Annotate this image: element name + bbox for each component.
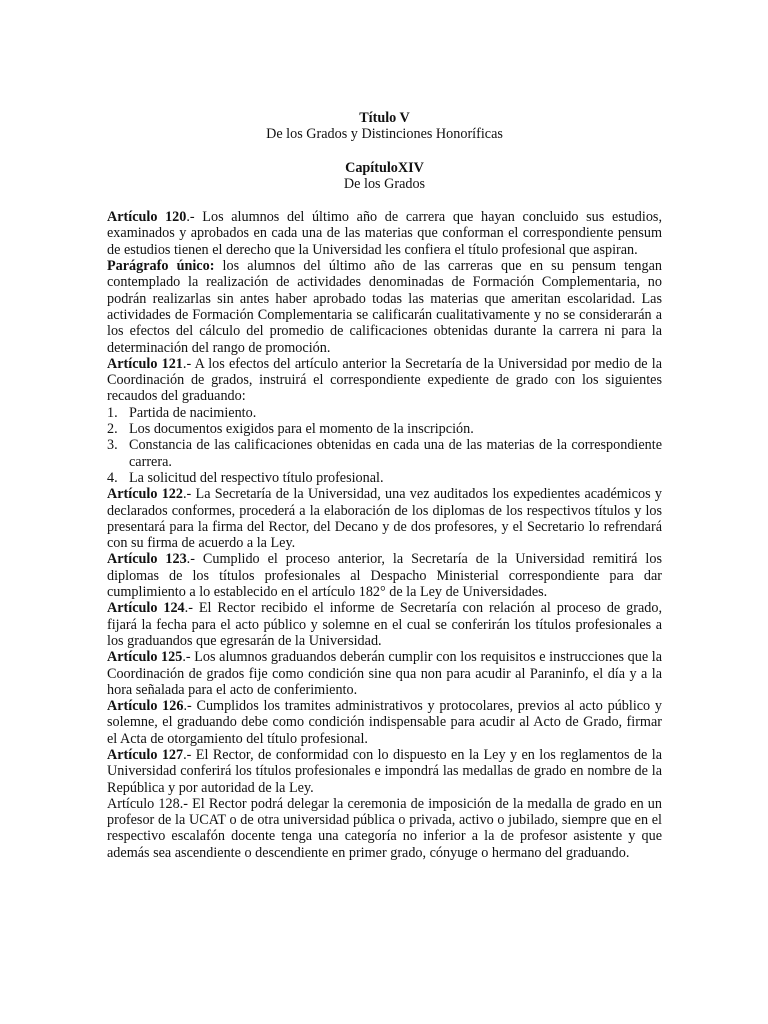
article-128: Artículo 128.- El Rector podrá delegar la ceremonia de imposición de la medalla de grado en un profesor de la UCAT o de otra universidad pública o privada, activo o jubilado, siempre que en el respectivo escalafón docente tenga una categoría no inferior a la de profesor asistente y que además sea ascendiente o descendiente en primer grado, cónyuge o hermano del graduando. xyxy=(107,795,662,861)
article-127 xyxy=(107,747,662,796)
document-page xyxy=(107,110,662,861)
article-120 xyxy=(107,209,662,258)
article-125-label: Artículo 125 xyxy=(107,649,183,666)
list-item xyxy=(107,470,662,486)
article-120-label: Artículo 120 xyxy=(107,209,187,226)
list-item-number: 1. xyxy=(107,404,118,421)
title-name: De los Grados y Distinciones Honoríficas xyxy=(266,126,503,143)
article-121-label: Artículo 121 xyxy=(107,355,183,372)
article-122-label: Artículo 122 xyxy=(107,486,183,503)
article-123-text: .- Cumplido el proceso anterior, la Secretaría de la Universidad remitirá los diplomas de los títulos profesionales al Despacho Ministerial correspondiente para dar cumplimiento a lo establecido en el artículo 182° de la Ley de Universidades. xyxy=(107,551,662,601)
chapter-number: CapítuloXIV xyxy=(345,159,424,176)
article-121-text: .- A los efectos del artículo anterior la Secretaría de la Universidad por medio de la Coordinación de grados, instruirá el correspondiente expediente de grado con los siguientes recaudos del graduando: xyxy=(107,355,662,405)
article-123-label: Artículo 123 xyxy=(107,551,187,568)
article-127-label: Artículo 127 xyxy=(107,746,184,763)
article-127-text: .- El Rector, de conformidad con lo dispuesto en la Ley y en los reglamentos de la Universidad conferirá los títulos profesionales e impondrá las medallas de grado en nombre de la República y por autoridad de la Ley. xyxy=(107,746,662,796)
article-125-text: .- Los alumnos graduandos deberán cumplir con los requisitos e instrucciones que la Coordinación de grados fije como condición sine qua non para acudir al Paraninfo, el día y a la hora señalada para el acto de conferimiento. xyxy=(107,649,662,698)
article-122 xyxy=(107,486,662,551)
article-124-text: .- El Rector recibido el informe de Secretaría con relación al proceso de grado, fijará la fecha para el acto público y solemne en el cual se conferirán los títulos profesionales a los graduandos que egresarán de la Universidad. xyxy=(107,600,663,649)
requirements-list xyxy=(107,405,662,486)
article-124 xyxy=(107,600,662,649)
spacer xyxy=(107,143,662,160)
list-item xyxy=(107,421,662,437)
list-item xyxy=(107,405,662,421)
list-item-text: Constancia de las calificaciones obtenidas en cada una de las materias de la correspondiente carrera. xyxy=(129,437,662,470)
article-126-text: .- Cumplidos los tramites administrativos y protocolares, previos al acto público y solemne, el graduando debe como condición indispensable para acudir al Acto de Grado, firmar el Acta de otorgamiento del título profesional. xyxy=(107,698,662,747)
article-120-text: .- Los alumnos del último año de carrera que hayan concluido sus estudios, examinados y aprobados en cada una de las materias que conforman el correspondiente pensum de estudios tienen el derecho que la Universidad les confiera el título profesional que aspiran. xyxy=(107,209,662,258)
list-item-number: 3. xyxy=(107,437,118,454)
list-item-text: Partida de nacimiento. xyxy=(129,404,257,421)
article-126 xyxy=(107,698,662,747)
paragrafo-unico-text: los alumnos del último año de las carreras que en su pensum tengan contemplado la realización de actividades denominadas de Formación Complementaria, no podrán realizarlas sin antes haber aprobado todas las materias que ameritan escolaridad. Las actividades de Formación Complementaria se calificarán cualitativamente y no se considerarán a los efectos del cálculo del promedio de calificaciones obtenidas durante la carrera ni para la determinación del rango de promoción. xyxy=(107,258,662,356)
article-123 xyxy=(107,551,662,600)
article-125 xyxy=(107,649,662,698)
title-number: Título V xyxy=(359,110,410,126)
list-item-number: 4. xyxy=(107,469,118,486)
list-item-number: 2. xyxy=(107,421,118,438)
chapter-name: De los Grados xyxy=(343,175,426,192)
paragrafo-unico xyxy=(107,258,662,356)
article-124-label: Artículo 124 xyxy=(107,600,185,617)
list-item-text: Los documentos exigidos para el momento de la inscripción. xyxy=(129,421,474,438)
article-122-text: .- La Secretaría de la Universidad, una vez auditados los expedientes académicos y declarados conformes, procederá a la elaboración de los diplomas de los respectivos títulos y los presentará para la firma del Rector, del Decano y de dos profesores, y el Secretario lo refrendará con su firma de acuerdo a la Ley. xyxy=(107,486,662,552)
list-item-text: La solicitud del respectivo título profesional. xyxy=(129,469,384,486)
article-126-label: Artículo 126 xyxy=(107,698,184,715)
article-121 xyxy=(107,356,662,405)
spacer xyxy=(107,192,662,209)
paragrafo-unico-label: Parágrafo único: xyxy=(107,258,215,275)
list-item xyxy=(107,437,662,470)
